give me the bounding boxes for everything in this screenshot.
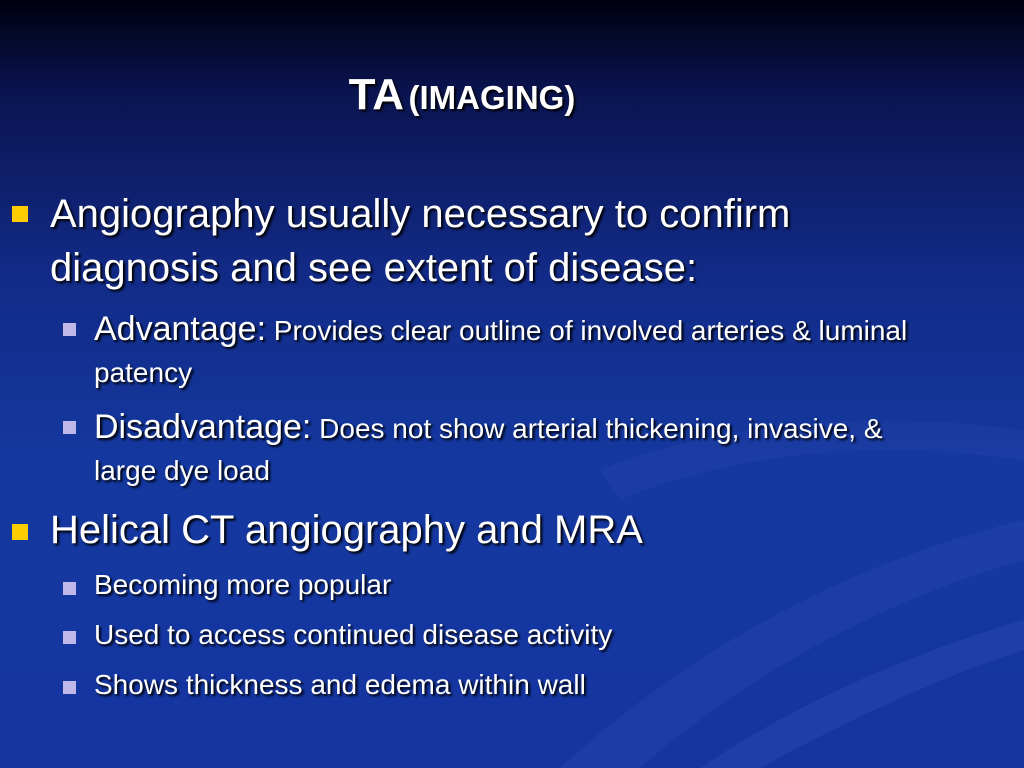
slide-title-sub: (IMAGING)	[408, 79, 576, 116]
sub-bullet-advantage	[94, 308, 914, 394]
sub-bullet-disadvantage	[94, 406, 914, 492]
sub-bullet-advantage-text: Provides clear outline of involved arteries & luminal patency	[94, 315, 908, 388]
sub-bullet-popular	[94, 564, 914, 606]
sub-bullet-square-icon	[63, 681, 76, 694]
bullet-angiography	[50, 187, 950, 295]
sub-bullet-thickness-text: Shows thickness and edema within wall	[94, 669, 586, 700]
sub-bullet-popular-text: Becoming more popular	[94, 569, 392, 600]
sub-bullet-disadvantage-text: Does not show arterial thickening, invasive, & large dye load	[94, 413, 883, 486]
bullet-helical-ct-text: Helical CT angiography and MRA	[50, 508, 643, 552]
bullet-angiography-line2: diagnosis and see extent of disease:	[50, 246, 698, 290]
slide-title-main: TA	[348, 70, 405, 119]
bullet-square-icon	[12, 524, 28, 540]
sub-bullet-square-icon	[63, 582, 76, 595]
sub-bullet-square-icon	[63, 323, 76, 336]
sub-bullet-square-icon	[63, 631, 76, 644]
bullet-angiography-line1: Angiography usually necessary to confirm	[50, 192, 791, 236]
sub-bullet-square-icon	[63, 421, 76, 434]
bullet-helical-ct	[50, 503, 950, 557]
sub-bullet-disadvantage-lead: Disadvantage:	[94, 408, 312, 446]
sub-bullet-advantage-lead: Advantage:	[94, 310, 267, 348]
sub-bullet-disease-activity-text: Used to access continued disease activity	[94, 619, 613, 650]
sub-bullet-thickness	[94, 664, 914, 706]
bullet-square-icon	[12, 206, 28, 222]
sub-bullet-disease-activity	[94, 614, 914, 656]
